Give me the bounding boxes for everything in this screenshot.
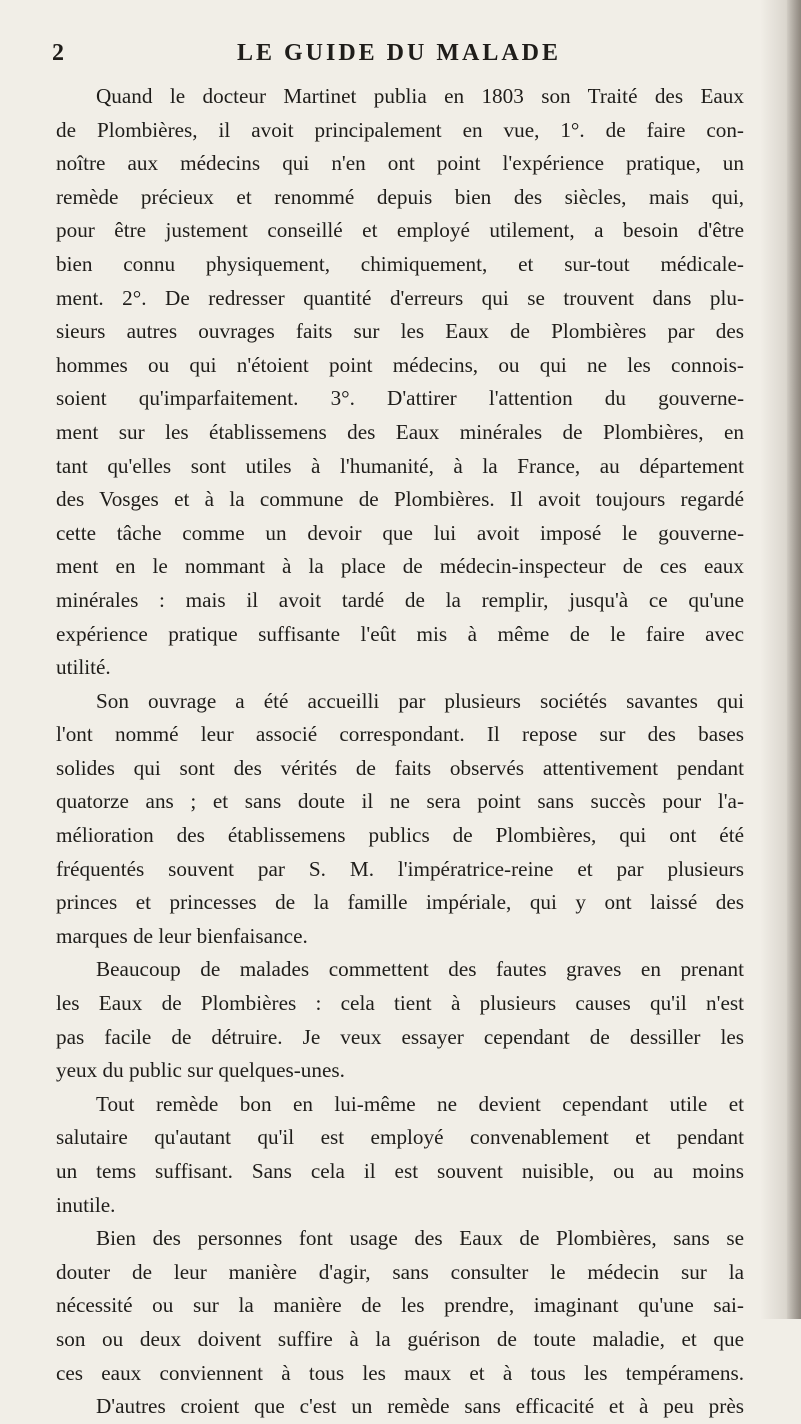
text-line: bien connu physiquement, chimiquement, et sur-tout médicale-	[56, 251, 744, 276]
text-line: un tems suffisant. Sans cela il est souvent nuisible, ou au moins	[56, 1159, 744, 1183]
text-line: noître aux médecins qui n'en ont point l'expérience pratique, un	[56, 151, 744, 176]
text-line: minérales : mais il avoit tardé de la remplir, jusqu'à ce qu'une	[56, 587, 744, 612]
text-line: Quand le docteur Martinet publia en 1803 son Traité des Eaux	[96, 84, 744, 108]
text-line: l'ont nommé leur associé correspondant. Il repose sur des bases	[56, 722, 744, 747]
text-line: pour être justement conseillé et employé utilement, a besoin d'être	[56, 218, 744, 243]
text-line: marques de leur bienfaisance.	[56, 923, 308, 948]
text-line: Beaucoup de malades commettent des fautes graves en prenant	[96, 957, 744, 982]
text-line: nécessité ou sur la manière de les prendre, imaginant qu'une sai-	[56, 1293, 744, 1318]
text-line: pas facile de détruire. Je veux essayer cependant de dessiller les	[56, 1024, 744, 1049]
text-line: Bien des personnes font usage des Eaux de Plombières, sans se	[96, 1226, 744, 1251]
text-line: salutaire qu'autant qu'il est employé convenablement et pendant	[56, 1125, 744, 1150]
text-line: inutile.	[56, 1192, 116, 1217]
text-line: Son ouvrage a été accueilli par plusieurs sociétés savantes qui	[96, 688, 744, 713]
text-line: fréquentés souvent par S. M. l'impératrice-reine et par plusieurs	[56, 856, 744, 881]
text-line: son ou deux doivent suffire à la guérison de toute maladie, et que	[56, 1326, 744, 1351]
text-line: tant qu'elles sont utiles à l'humanité, à la France, au département	[56, 453, 744, 478]
running-title: LE GUIDE DU MALADE	[236, 40, 562, 66]
text-line: cette tâche comme un devoir que lui avoit imposé le gouverne-	[56, 520, 744, 545]
text-line: D'autres croient que c'est un remède sans efficacité et à peu près	[96, 1394, 744, 1419]
text-line: de Plombières, il avoit principalement en vue, 1°. de faire con-	[56, 117, 744, 142]
body-text	[56, 80, 744, 1419]
text-line: sieurs autres ouvrages faits sur les Eaux de Plombières par des	[56, 319, 744, 344]
text-line: soient qu'imparfaitement. 3°. D'attirer l'attention du gouverne-	[56, 386, 744, 411]
text-line: ment en le nommant à la place de médecin-inspecteur de ces eaux	[56, 554, 744, 579]
running-head	[52, 40, 746, 80]
text-line: remède précieux et renommé depuis bien des siècles, mais qui,	[56, 184, 744, 209]
text-line: les Eaux de Plombières : cela tient à plusieurs causes qu'il n'est	[56, 991, 744, 1016]
text-line: mélioration des établissemens publics de Plombières, qui ont été	[56, 823, 744, 848]
text-line: expérience pratique suffisante l'eût mis à même de le faire avec	[56, 621, 744, 646]
page-edge-shadow	[787, 0, 801, 1319]
text-line: quatorze ans ; et sans doute il ne sera point sans succès pour l'a-	[56, 789, 744, 814]
text-line: solides qui sont des vérités de faits observés attentivement pendant	[56, 755, 744, 780]
text-line: ment sur les établissemens des Eaux minérales de Plombières, en	[56, 419, 744, 444]
text-line: utilité.	[56, 655, 111, 680]
text-line: douter de leur manière d'agir, sans consulter le médecin sur la	[56, 1259, 744, 1284]
text-line: ces eaux conviennent à tous les maux et à tous les tempéramens.	[56, 1360, 744, 1385]
text-line: ment. 2°. De redresser quantité d'erreurs qui se trouvent dans plu-	[56, 285, 744, 310]
text-line: princes et princesses de la famille impériale, qui y ont laissé des	[56, 890, 744, 915]
text-line: Tout remède bon en lui-même ne devient cependant utile et	[96, 1091, 744, 1116]
text-line: des Vosges et à la commune de Plombières. Il avoit toujours regardé	[56, 487, 744, 512]
text-line: yeux du public sur quelques-unes.	[56, 1058, 345, 1083]
text-line: hommes ou qui n'étoient point médecins, ou qui ne les connois-	[56, 352, 744, 377]
page-number: 2	[52, 40, 64, 66]
